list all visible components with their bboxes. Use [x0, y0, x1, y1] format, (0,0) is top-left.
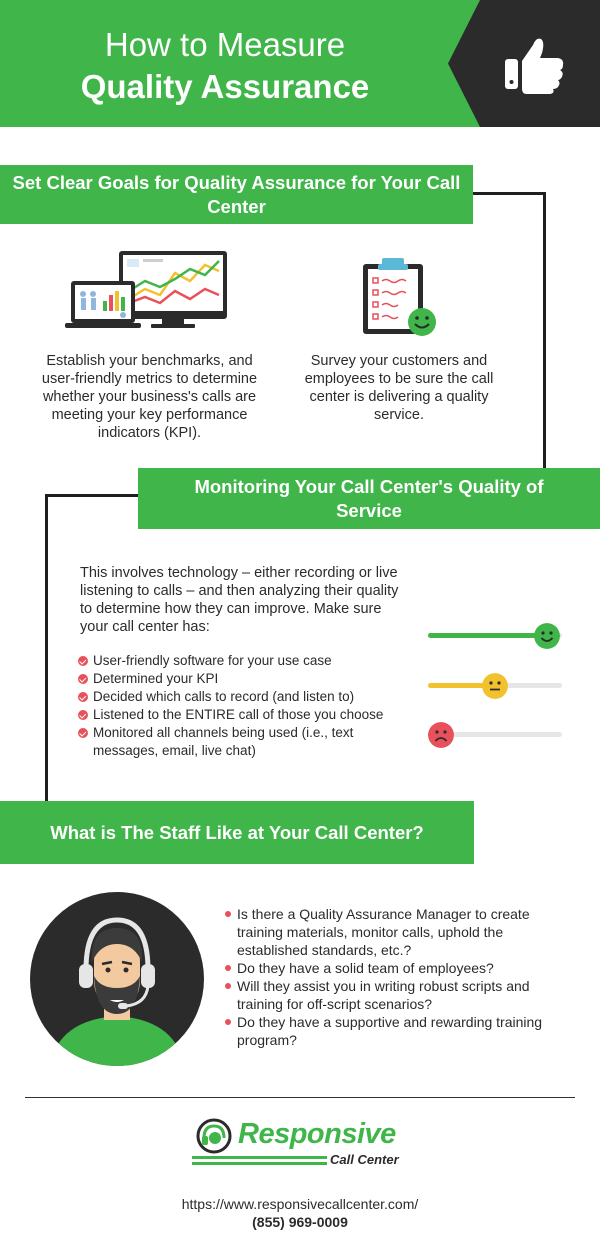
- list-item: Decided which calls to record (and listen to): [78, 688, 408, 706]
- checkmark-icon: [78, 656, 88, 666]
- bullet-icon: [225, 983, 231, 989]
- monitoring-intro-text: This involves technology – either recording or live listening to calls – and then analyzing their quality to determine how they can improve. Make sure your call center has:: [80, 565, 399, 635]
- thumbs-up-icon: [503, 33, 565, 95]
- logo-brand-text: Responsive: [238, 1118, 396, 1150]
- list-item: Will they assist you in writing robust scripts and training for off-script scenarios?: [225, 977, 577, 1013]
- happy-face-icon: [534, 623, 560, 649]
- connector-line: [543, 192, 546, 469]
- list-item: Listened to the ENTIRE call of those you choose: [78, 706, 408, 724]
- bullet-icon: [225, 911, 231, 917]
- sad-face-icon: [428, 722, 454, 748]
- survey-text: Survey your customers and employees to be sure the call center is delivering a quality service.: [304, 353, 494, 423]
- section-goals-title: Set Clear Goals for Quality Assurance for Your Call Center: [0, 165, 473, 224]
- responsive-call-center-logo: [190, 1116, 420, 1178]
- section-monitoring-title: [138, 468, 600, 529]
- logo-subtitle-text: Call Center: [330, 1152, 399, 1167]
- list-item: User-friendly software for your use case: [78, 652, 408, 670]
- bullet-icon: [225, 965, 231, 971]
- list-item: Is there a Quality Assurance Manager to create training materials, monitor calls, uphold the established standards, etc.?: [225, 905, 577, 959]
- connector-line: [473, 192, 545, 195]
- staff-questions-list: [225, 905, 577, 1049]
- footer-divider: [25, 1097, 575, 1098]
- page-title-line1: How to Measure: [104, 26, 346, 63]
- page-title-line2: Quality Assurance: [80, 68, 370, 105]
- checkmark-icon: [78, 728, 88, 738]
- list-item: Do they have a solid team of employees?: [225, 959, 577, 977]
- checkmark-icon: [78, 692, 88, 702]
- section-monitoring-title-text: Monitoring Your Call Center's Quality of Service: [194, 475, 544, 521]
- checkmark-icon: [78, 710, 88, 720]
- headset-logo-icon: [196, 1118, 232, 1154]
- bullet-icon: [225, 1019, 231, 1025]
- call-center-agent-avatar: [30, 892, 204, 1066]
- survey-clipboard-illustration: [360, 254, 440, 338]
- section-staff-title: What is The Staff Like at Your Call Center?: [0, 801, 474, 864]
- list-item: Do they have a supportive and rewarding training program?: [225, 1013, 577, 1049]
- benchmarks-text: Establish your benchmarks, and user-friendly metrics to determine whether your business's calls are meeting your key performance indicators (KPI).: [41, 353, 258, 441]
- logo-stripe: [192, 1156, 327, 1159]
- logo-stripe: [192, 1162, 327, 1165]
- monitoring-checklist: [78, 652, 408, 760]
- checkmark-icon: [78, 674, 88, 684]
- rating-fill: [428, 633, 549, 638]
- list-item: Monitored all channels being used (i.e., text messages, email, live chat): [78, 724, 408, 760]
- connector-line: [45, 494, 138, 497]
- neutral-face-icon: [482, 673, 508, 699]
- phone-number[interactable]: (855) 969-0009: [252, 1214, 348, 1230]
- analytics-monitors-illustration: [65, 251, 230, 331]
- website-link[interactable]: https://www.responsivecallcenter.com/: [181, 1196, 419, 1212]
- connector-line: [45, 494, 48, 802]
- list-item: Determined your KPI: [78, 670, 408, 688]
